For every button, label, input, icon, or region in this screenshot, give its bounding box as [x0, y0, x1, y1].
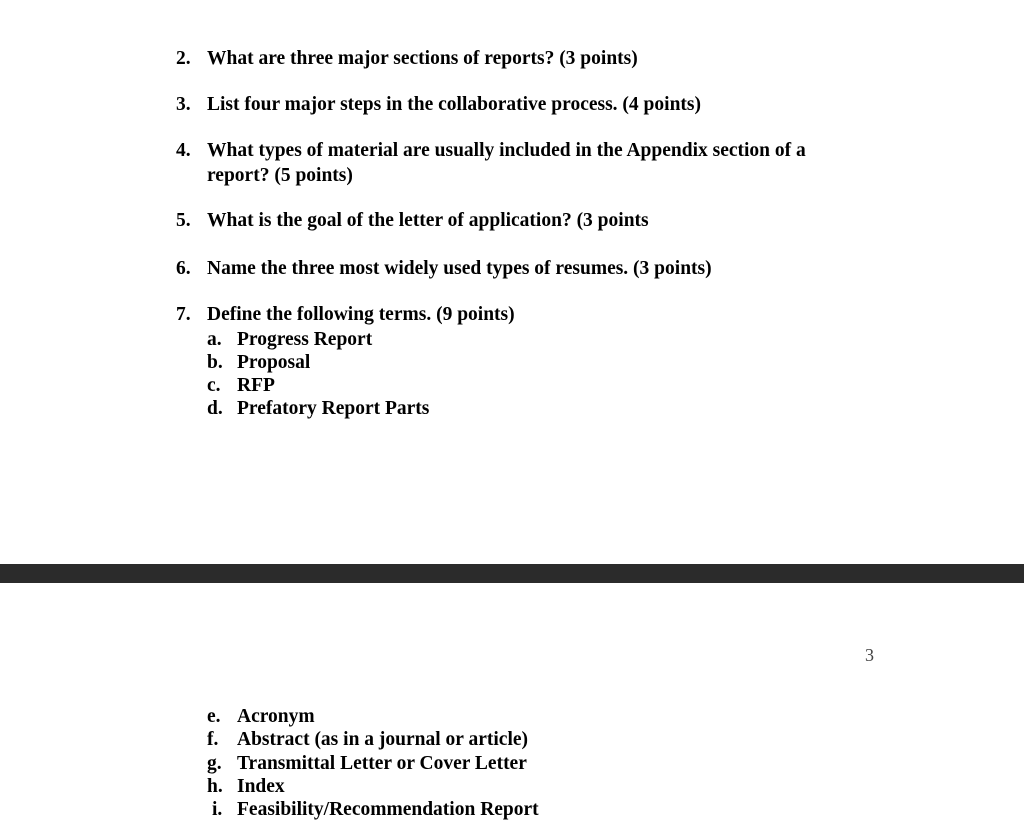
term-text: Progress Report: [237, 329, 373, 350]
question-number: 5.: [176, 210, 191, 231]
question-text: Define the following terms. (9 points): [207, 304, 515, 325]
question-number: 2.: [176, 48, 191, 69]
page-number: 3: [865, 645, 874, 665]
term-letter: b.: [207, 352, 223, 373]
term-letter: i.: [212, 799, 223, 820]
term-text: Feasibility/Recommendation Report: [237, 799, 539, 820]
term-letter: c.: [207, 375, 221, 396]
question-text: What is the goal of the letter of application? (3 points: [207, 210, 649, 231]
question-text: report? (5 points): [207, 165, 353, 186]
term-letter: a.: [207, 329, 222, 350]
term-text: RFP: [237, 375, 275, 396]
term-letter: e.: [207, 706, 221, 727]
document-page-bottom: [0, 583, 1024, 831]
term-text: Transmittal Letter or Cover Letter: [237, 753, 527, 774]
page-divider: [0, 564, 1024, 583]
question-number: 7.: [176, 304, 191, 325]
term-text: Abstract (as in a journal or article): [237, 729, 529, 750]
term-text: Acronym: [237, 706, 315, 727]
term-text: Proposal: [237, 352, 311, 373]
question-text: What are three major sections of reports? (3 points): [207, 48, 638, 69]
question-text: What types of material are usually included in the Appendix section of a: [207, 140, 806, 161]
term-letter: f.: [207, 729, 219, 750]
term-letter: h.: [207, 776, 223, 797]
question-text: List four major steps in the collaborative process. (4 points): [207, 94, 701, 115]
question-number: 3.: [176, 94, 191, 115]
term-letter: g.: [207, 753, 222, 774]
question-number: 6.: [176, 258, 191, 279]
term-text: Prefatory Report Parts: [237, 398, 430, 419]
term-text: Index: [237, 776, 285, 797]
question-text: Name the three most widely used types of resumes. (3 points): [207, 258, 712, 279]
question-number: 4.: [176, 140, 191, 161]
term-letter: d.: [207, 398, 223, 419]
